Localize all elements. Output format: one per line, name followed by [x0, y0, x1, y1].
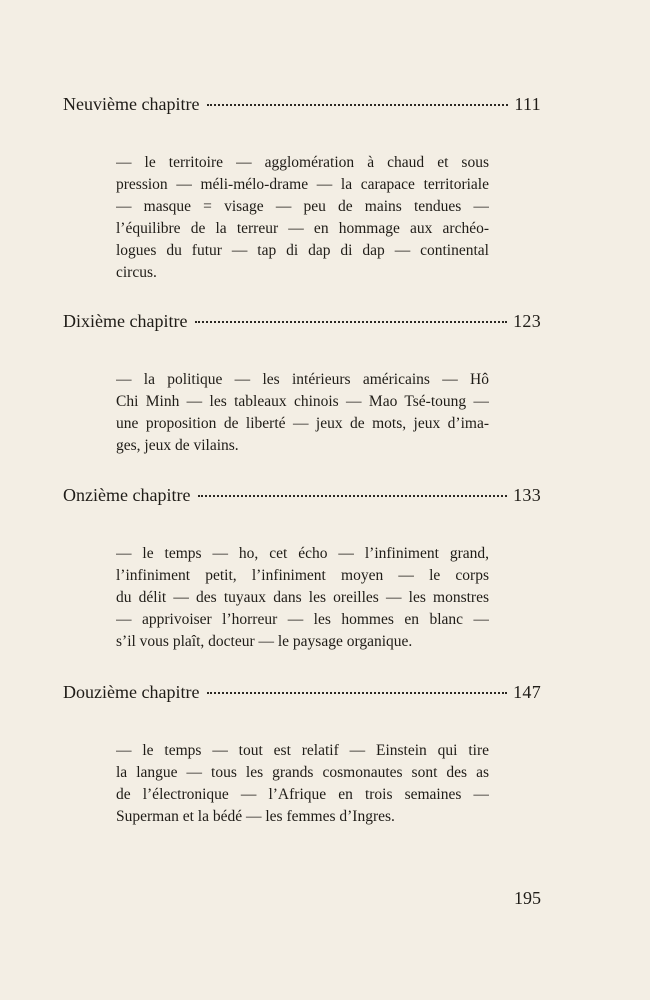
- summary-line: — le temps — tout est relatif — Einstein qui tire: [116, 742, 489, 759]
- chapter-heading-line: [63, 309, 541, 333]
- chapter-title: Douzième chapitre: [63, 682, 200, 702]
- summary-line: pression — méli-mélo-drame — la carapace territoriale: [116, 176, 489, 193]
- chapter-summary: [116, 152, 489, 284]
- chapter-title: Neuvième chapitre: [63, 94, 200, 114]
- summary-line: — le temps — ho, cet écho — l’infiniment grand,: [116, 545, 489, 562]
- chapter-title: Dixième chapitre: [63, 311, 188, 331]
- dot-leader: [195, 321, 507, 323]
- summary-line: logues du futur — tap di dap di dap — continental: [116, 242, 489, 259]
- chapter-heading-line: [63, 483, 541, 507]
- chapter-page-number: 147: [513, 682, 541, 702]
- chapter-page-number: 133: [513, 485, 541, 505]
- summary-line: Chi Minh — les tableaux chinois — Mao Tsé-toung —: [116, 393, 489, 410]
- page-number: 195: [514, 888, 541, 908]
- summary-line: circus.: [116, 264, 157, 281]
- chapter-summary: [116, 543, 489, 653]
- chapter-entry: [63, 92, 541, 116]
- chapter-page-number: 123: [513, 311, 541, 331]
- summary-line: une proposition de liberté — jeux de mots, jeux d’ima-: [116, 415, 489, 432]
- chapter-entry: [63, 309, 541, 333]
- chapter-summary: [116, 369, 489, 457]
- dot-leader: [207, 692, 507, 694]
- summary-line: — masque = visage — peu de mains tendues —: [116, 198, 489, 215]
- summary-line: de l’électronique — l’Afrique en trois semaines —: [116, 786, 489, 803]
- chapter-entry: [63, 483, 541, 507]
- summary-line: — le territoire — agglomération à chaud et sous: [116, 154, 489, 171]
- summary-line: l’infiniment petit, l’infiniment moyen — le corps: [116, 567, 489, 584]
- dot-leader: [207, 104, 508, 106]
- summary-line: s’il vous plaît, docteur — le paysage organique.: [116, 633, 413, 650]
- chapter-entry: [63, 680, 541, 704]
- chapter-page-number: 111: [514, 94, 541, 114]
- dot-leader: [198, 495, 507, 497]
- summary-line: — la politique — les intérieurs américains — Hô: [116, 371, 489, 388]
- summary-line: ges, jeux de vilains.: [116, 437, 239, 454]
- summary-line: l’équilibre de la terreur — en hommage aux archéo-: [116, 220, 489, 237]
- summary-line: — apprivoiser l’horreur — les hommes en blanc —: [116, 611, 489, 628]
- chapter-title: Onzième chapitre: [63, 485, 191, 505]
- chapter-summary: [116, 740, 489, 828]
- summary-line: Superman et la bédé — les femmes d’Ingres.: [116, 808, 395, 825]
- summary-line: du délit — des tuyaux dans les oreilles — les monstres: [116, 589, 489, 606]
- summary-line: la langue — tous les grands cosmonautes sont des as: [116, 764, 489, 781]
- chapter-heading-line: [63, 680, 541, 704]
- chapter-heading-line: [63, 92, 541, 116]
